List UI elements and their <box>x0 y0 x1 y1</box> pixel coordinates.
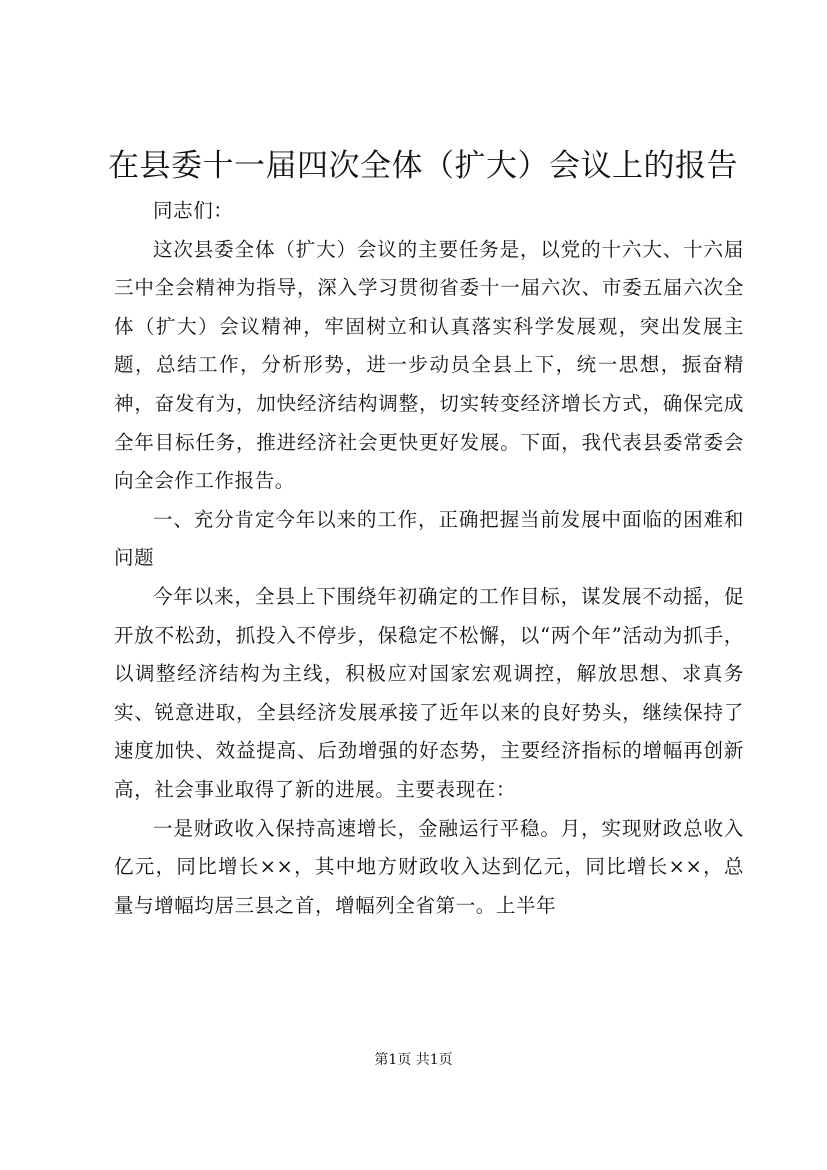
salutation: 同志们： <box>153 199 234 222</box>
section-heading: 一、充分肯定今年以来的工作，正确把握当前发展中面临的困难和问题 <box>114 507 744 570</box>
paragraph-intro: 这次县委全体（扩大）会议的主要任务是，以党的十六大、十六届三中全会精神为指导，深入学习贯彻省委十一届六次、市委五届六次全体（扩大）会议精神，牢固树立和认真落实科学发展观，突出发展主题，总结工作，分析形势，进一步动员全县上下，统一思想，振奋精神，奋发有为，加快经济结构调整，切实转变经济增长方式，确保完成全年目标任务，推进经济社会更快更好发展。下面，我代表县委常委会向全会作工作报告。 <box>114 237 744 493</box>
document-title: 在县委十一届四次全体（扩大）会议上的报告 <box>108 148 738 184</box>
page-footer: 第1页 共1页 <box>374 1052 453 1068</box>
paragraph-overview: 今年以来，全县上下围绕年初确定的工作目标，谋发展不动摇，促开放不松劲，抓投入不停步，保稳定不松懈，以“两个年”活动为抓手，以调整经济结构为主线，积极应对国家宏观调控，解放思想、求真务实、锐意进取，全县经济发展承接了近年以来的良好势头，继续保持了速度加快、效益提高、后劲增强的好态势，主要经济指标的增幅再创新高，社会事业取得了新的进展。主要表现在： <box>114 584 744 801</box>
document-body <box>114 192 744 925</box>
paragraph-finance: 一是财政收入保持高速增长，金融运行平稳。月，实现财政总收入亿元，同比增长××，其中地方财政收入达到亿元，同比增长××，总量与增幅均居三县之首，增幅列全省第一。上半年 <box>114 816 744 917</box>
